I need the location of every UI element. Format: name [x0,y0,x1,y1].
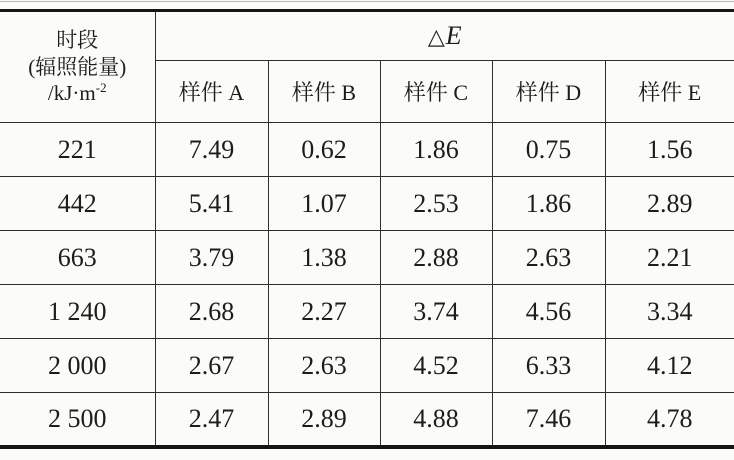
table-row [0,177,734,231]
value-cell: 2.89 [605,177,734,231]
delta-e-header-cell [155,11,734,61]
value-cell: 4.56 [492,285,605,339]
value-cell: 5.41 [155,177,268,231]
value-cell: 1.86 [492,177,605,231]
value-cell: 2.88 [380,231,492,285]
value-cell: 2.67 [155,339,268,393]
value-cell: 1.38 [268,231,380,285]
value-cell: 4.12 [605,339,734,393]
corner-header-cell [0,11,155,123]
value-cell: 2.89 [268,393,380,447]
value-cell: 3.34 [605,285,734,339]
energy-cell: 221 [0,123,155,177]
table-row [0,231,734,285]
energy-cell: 663 [0,231,155,285]
corner-header-line1: 时段 [56,27,99,52]
energy-cell: 2 500 [0,393,155,447]
energy-cell: 442 [0,177,155,231]
column-header-sample-d: 样件 D [492,61,605,123]
scan-edge-line [0,1,734,2]
value-cell: 1.86 [380,123,492,177]
header-row-span [0,11,734,61]
value-cell: 0.62 [268,123,380,177]
delta-letter: E [445,21,462,50]
value-cell: 6.33 [492,339,605,393]
unit-superscript: -2 [95,80,107,96]
column-header-sample-a: 样件 A [155,61,268,123]
delta-symbol: △ [427,25,446,50]
column-header-sample-e: 样件 E [605,61,734,123]
value-cell: 2.68 [155,285,268,339]
energy-cell: 1 240 [0,285,155,339]
value-cell: 2.21 [605,231,734,285]
value-cell: 7.49 [155,123,268,177]
value-cell: 2.53 [380,177,492,231]
unit-base: /kJ·m [47,81,96,106]
value-cell: 4.78 [605,393,734,447]
column-header-sample-c: 样件 C [380,61,492,123]
value-cell: 4.88 [380,393,492,447]
value-cell: 2.63 [268,339,380,393]
table-row [0,339,734,393]
corner-header-unit [0,80,155,107]
value-cell: 0.75 [492,123,605,177]
column-header-sample-b: 样件 B [268,61,380,123]
value-cell: 2.63 [492,231,605,285]
value-cell: 4.52 [380,339,492,393]
value-cell: 1.56 [605,123,734,177]
energy-cell: 2 000 [0,339,155,393]
table-row [0,393,734,447]
value-cell: 3.74 [380,285,492,339]
value-cell: 7.46 [492,393,605,447]
table-row [0,123,734,177]
value-cell: 2.47 [155,393,268,447]
delta-e-data-table [0,9,734,449]
value-cell: 1.07 [268,177,380,231]
table-row [0,285,734,339]
value-cell: 3.79 [155,231,268,285]
corner-header-line2: (辐照能量) [28,54,127,79]
value-cell: 2.27 [268,285,380,339]
